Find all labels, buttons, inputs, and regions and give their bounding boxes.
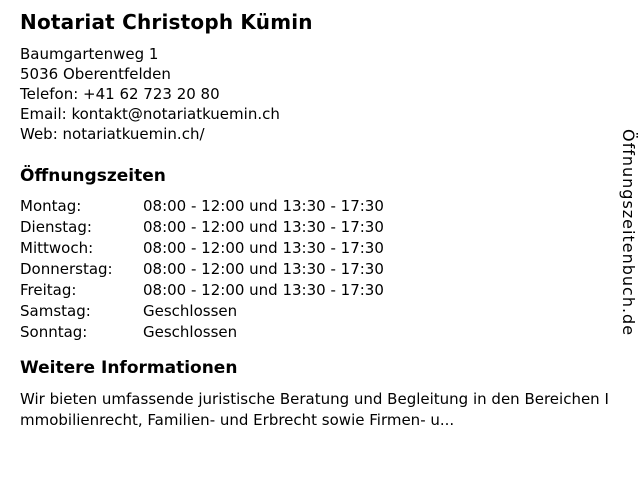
opening-hours-row bbox=[20, 238, 618, 259]
business-listing bbox=[20, 10, 618, 431]
time-value: 08:00 - 12:00 und 13:30 - 17:30 bbox=[143, 218, 384, 236]
web-line: Web: notariatkuemin.ch/ bbox=[20, 125, 205, 143]
opening-hours-row bbox=[20, 322, 618, 343]
time-value: Geschlossen bbox=[143, 323, 238, 341]
day-label: Dienstag: bbox=[20, 218, 92, 236]
opening-hours-table bbox=[20, 196, 618, 343]
time-value: Geschlossen bbox=[143, 302, 238, 320]
description-text: Wir bieten umfassende juristische Beratung und Begleitung in den Bereichen Immobilienrecht, Familien- und Erbrecht sowie Firmen- u... bbox=[20, 390, 609, 429]
day-label: Donnerstag: bbox=[20, 260, 113, 278]
opening-hours-heading: Öffnungszeiten bbox=[20, 166, 166, 186]
opening-hours-row bbox=[20, 301, 618, 322]
day-label: Montag: bbox=[20, 197, 82, 215]
opening-hours-row bbox=[20, 217, 618, 238]
opening-hours-row bbox=[20, 259, 618, 280]
day-label: Samstag: bbox=[20, 302, 91, 320]
day-label: Sonntag: bbox=[20, 323, 88, 341]
opening-hours-row bbox=[20, 280, 618, 301]
contact-info bbox=[20, 44, 618, 144]
time-value: 08:00 - 12:00 und 13:30 - 17:30 bbox=[143, 239, 384, 257]
time-value: 08:00 - 12:00 und 13:30 - 17:30 bbox=[143, 260, 384, 278]
time-value: 08:00 - 12:00 und 13:30 - 17:30 bbox=[143, 197, 384, 215]
address-line-1: Baumgartenweg 1 bbox=[20, 45, 159, 63]
business-name-title: Notariat Christoph Kümin bbox=[20, 10, 313, 34]
watermark-brand-text: Öffnungszeitenbuch.de bbox=[619, 129, 638, 337]
phone-line: Telefon: +41 62 723 20 80 bbox=[20, 85, 220, 103]
email-line: Email: kontakt@notariatkuemin.ch bbox=[20, 105, 280, 123]
time-value: 08:00 - 12:00 und 13:30 - 17:30 bbox=[143, 281, 384, 299]
more-info-heading: Weitere Informationen bbox=[20, 358, 238, 378]
day-label: Mittwoch: bbox=[20, 239, 94, 257]
address-line-2: 5036 Oberentfelden bbox=[20, 65, 171, 83]
opening-hours-row bbox=[20, 196, 618, 217]
day-label: Freitag: bbox=[20, 281, 77, 299]
